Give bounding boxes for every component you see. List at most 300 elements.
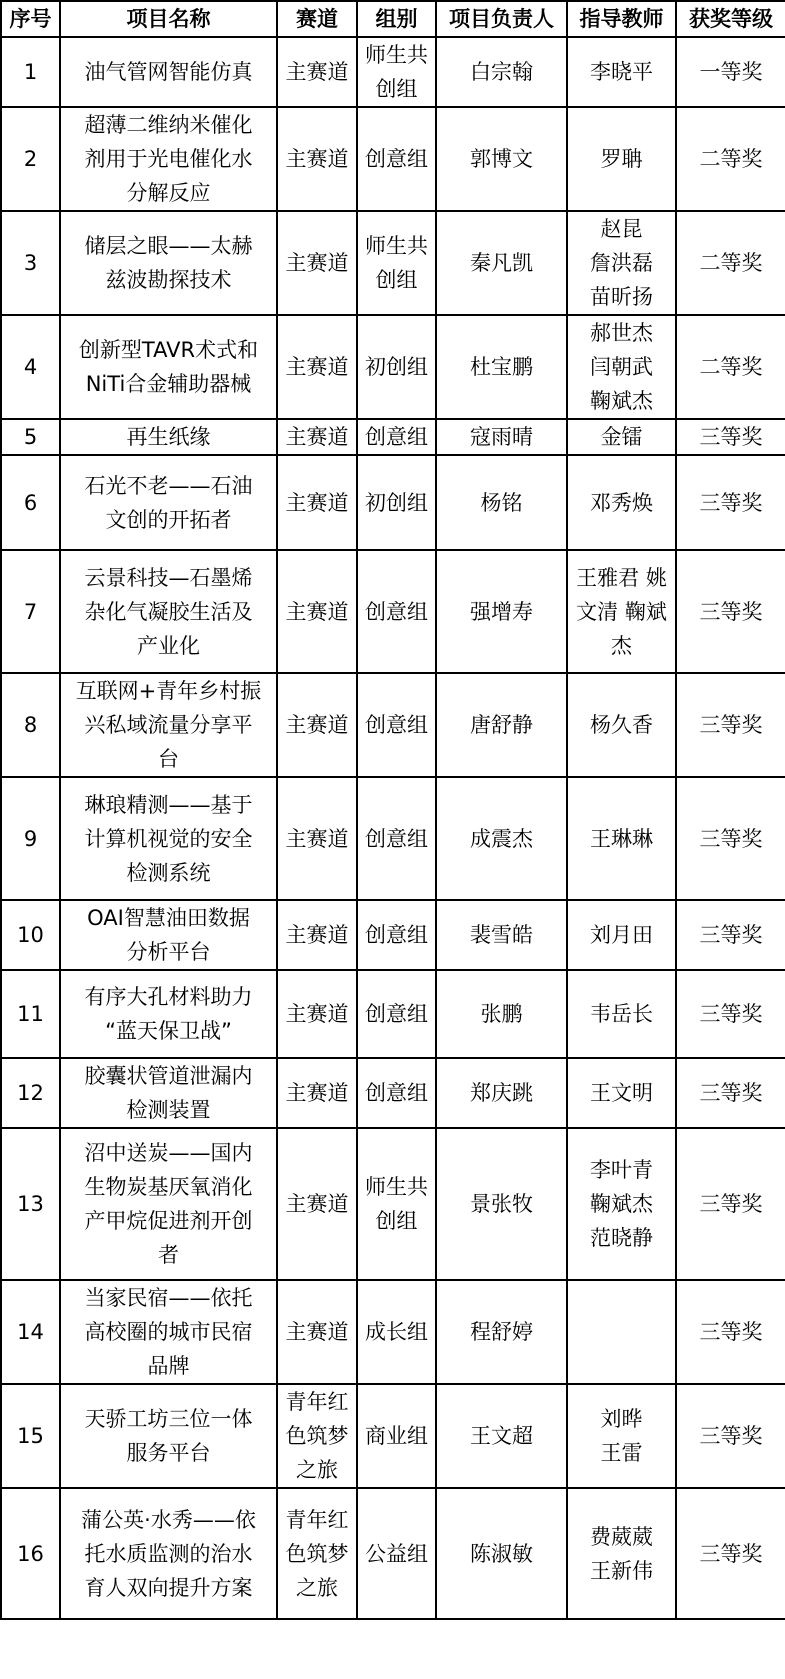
- cell-no: 13: [1, 1128, 60, 1280]
- cell-advisor-lines: [570, 1402, 673, 1470]
- cell-advisor-line: 邓秀焕: [590, 490, 653, 515]
- cell-track-lines: [280, 1076, 354, 1110]
- cell-track-line: 主赛道: [285, 1192, 349, 1216]
- cell-group: [357, 550, 436, 673]
- cell-leader: 程舒婷: [436, 1280, 567, 1384]
- cell-group-line: 师生共: [365, 43, 428, 67]
- cell-leader: 杨铭: [436, 455, 567, 550]
- cell-name-lines: [63, 420, 274, 454]
- cell-name-line: 兴私域流量分享平: [84, 713, 253, 737]
- cell-name-line: 者: [158, 1243, 179, 1267]
- cell-group-line: 师生共: [365, 1175, 428, 1199]
- cell-group: [357, 1280, 436, 1384]
- cell-advisor-lines: [570, 55, 673, 89]
- cell-advisor-line: 苗昕扬: [590, 285, 653, 309]
- cell-no: 1: [1, 37, 60, 107]
- cell-group-lines: [360, 1537, 433, 1571]
- cell-group: [357, 777, 436, 900]
- cell-advisor-line: 王文明: [590, 1081, 653, 1105]
- cell-advisor: [567, 673, 676, 777]
- cell-group-line: 商业组: [365, 1424, 428, 1448]
- cell-no: 7: [1, 550, 60, 673]
- cell-group-line: 创意组: [365, 1081, 428, 1105]
- cell-no: 10: [1, 900, 60, 970]
- cell-name-lines: [63, 1503, 274, 1605]
- header-cell-group: 组别: [357, 1, 436, 37]
- cell-name: [60, 900, 277, 970]
- cell-name-line: 育人双向提升方案: [84, 1575, 253, 1600]
- header-cell-no: 序号: [1, 1, 60, 37]
- cell-track-line: 主赛道: [285, 599, 349, 624]
- cell-group-line: 创意组: [365, 713, 428, 737]
- cell-advisor-lines: [570, 822, 673, 856]
- cell-track-line: 主赛道: [285, 147, 349, 171]
- header-cell-leader: 项目负责人: [436, 1, 567, 37]
- cell-group-lines: [360, 38, 433, 106]
- cell-group: [357, 900, 436, 970]
- cell-leader: 张鹏: [436, 970, 567, 1058]
- cell-name-lines: [63, 674, 274, 776]
- cell-no: 5: [1, 419, 60, 455]
- cell-award: 三等奖: [676, 900, 785, 970]
- cell-no: 6: [1, 455, 60, 550]
- cell-name-line: 服务平台: [126, 1441, 211, 1465]
- cell-track-lines: [280, 420, 354, 454]
- cell-award: 三等奖: [676, 1280, 785, 1384]
- cell-group: [357, 419, 436, 455]
- cell-advisor-lines: [570, 142, 673, 176]
- cell-group: [357, 315, 436, 419]
- cell-advisor: [567, 315, 676, 419]
- cell-advisor: [567, 550, 676, 673]
- cell-leader: 杜宝鹏: [436, 315, 567, 419]
- cell-advisor-line: 韦岳长: [590, 1002, 653, 1026]
- cell-name-line: 胶囊状管道泄漏内: [84, 1064, 253, 1088]
- cell-award: 一等奖: [676, 37, 785, 107]
- cell-track-lines: [280, 142, 354, 176]
- cell-name-line: 石光不老——石油: [84, 473, 253, 498]
- table-row: [1, 900, 785, 970]
- cell-group: [357, 1488, 436, 1619]
- cell-advisor-lines: [570, 486, 673, 520]
- cell-advisor-line: 费葳葳: [590, 1524, 653, 1549]
- header-cell-track: 赛道: [277, 1, 357, 37]
- cell-group-line: 初创组: [365, 490, 428, 515]
- cell-advisor: [567, 777, 676, 900]
- table-body: [1, 37, 785, 1619]
- cell-group-line: 创组: [375, 1209, 418, 1233]
- cell-group: [357, 1384, 436, 1488]
- cell-no: 2: [1, 107, 60, 211]
- cell-name-line: 超薄二维纳米催化: [84, 113, 253, 137]
- cell-track: [277, 1488, 357, 1619]
- cell-name-lines: [63, 108, 274, 210]
- cell-group-lines: [360, 229, 433, 297]
- cell-track-lines: [280, 1315, 354, 1349]
- cell-group-lines: [360, 708, 433, 742]
- cell-track: [277, 1384, 357, 1488]
- cell-name-line: 产甲烷促进剂开创: [84, 1209, 253, 1233]
- cell-group-line: 创意组: [365, 826, 428, 851]
- cell-advisor-lines: [570, 561, 673, 663]
- cell-name-line: 琳琅精测——基于: [84, 792, 253, 817]
- cell-name-line: 沼中送炭——国内: [84, 1141, 253, 1165]
- cell-advisor-line: 金镭: [600, 425, 643, 449]
- cell-advisor-lines: [570, 918, 673, 952]
- cell-name-line: 创新型TAVR术式和: [78, 338, 259, 362]
- cell-leader: 陈淑敏: [436, 1488, 567, 1619]
- header-cell-award: 获奖等级: [676, 1, 785, 37]
- cell-name-line: 有序大孔材料助力: [84, 985, 253, 1009]
- cell-group-line: 成长组: [365, 1320, 428, 1344]
- cell-advisor-lines: [570, 1153, 673, 1255]
- cell-group-lines: [360, 918, 433, 952]
- cell-leader: 强增寿: [436, 550, 567, 673]
- cell-group-line: 创意组: [365, 923, 428, 947]
- cell-advisor-line: 李晓平: [590, 60, 653, 84]
- cell-name-line: OAI智慧油田数据: [87, 906, 250, 930]
- cell-group: [357, 970, 436, 1058]
- cell-group-lines: [360, 420, 433, 454]
- table-row: [1, 107, 785, 211]
- cell-advisor-line: 王琳琳: [590, 826, 653, 851]
- cell-advisor-lines: [570, 420, 673, 454]
- cell-name: [60, 673, 277, 777]
- cell-name-lines: [63, 1136, 274, 1272]
- table-row: [1, 1128, 785, 1280]
- cell-group: [357, 673, 436, 777]
- cell-award: 三等奖: [676, 455, 785, 550]
- cell-track-line: 主赛道: [285, 60, 349, 84]
- cell-track: [277, 1128, 357, 1280]
- cell-advisor: [567, 455, 676, 550]
- cell-track: [277, 315, 357, 419]
- cell-leader: 唐舒静: [436, 673, 567, 777]
- cell-track-lines: [280, 246, 354, 280]
- cell-name: [60, 1384, 277, 1488]
- header-cell-name: 项目名称: [60, 1, 277, 37]
- cell-track-line: 主赛道: [285, 1002, 349, 1026]
- cell-track-lines: [280, 350, 354, 384]
- cell-award: 三等奖: [676, 1128, 785, 1280]
- cell-advisor-line: 鞠斌杰: [590, 1192, 653, 1216]
- cell-group-line: 创组: [375, 77, 418, 101]
- cell-advisor-line: 詹洪磊: [590, 251, 653, 275]
- cell-group-lines: [360, 822, 433, 856]
- cell-track: [277, 211, 357, 315]
- cell-name-lines: [63, 469, 274, 537]
- cell-name: [60, 550, 277, 673]
- cell-track: [277, 419, 357, 455]
- cell-track-line: 之旅: [296, 1458, 338, 1482]
- cell-advisor: [567, 1058, 676, 1128]
- cell-name-line: 分析平台: [126, 940, 211, 964]
- cell-name: [60, 455, 277, 550]
- cell-advisor: [567, 1128, 676, 1280]
- cell-name-line: 蒲公英·水秀——依: [81, 1507, 256, 1532]
- cell-track: [277, 550, 357, 673]
- cell-track-line: 主赛道: [285, 1320, 349, 1344]
- cell-track-lines: [280, 997, 354, 1031]
- cell-track-lines: [280, 918, 354, 952]
- cell-advisor-line: 鞠斌杰: [590, 389, 653, 413]
- cell-name-line: NiTi合金辅助器械: [85, 372, 252, 396]
- cell-leader: 郭博文: [436, 107, 567, 211]
- table-row: [1, 315, 785, 419]
- cell-track-lines: [280, 1503, 354, 1605]
- cell-award: 二等奖: [676, 211, 785, 315]
- cell-name-line: 互联网+青年乡村振: [75, 679, 262, 703]
- cell-track-lines: [280, 55, 354, 89]
- cell-group-line: 公益组: [365, 1541, 428, 1566]
- cell-name-line: 计算机视觉的安全: [84, 826, 253, 851]
- cell-name-line: 文创的开拓者: [105, 507, 232, 532]
- table-row: [1, 1058, 785, 1128]
- cell-name-line: 云景科技—石墨烯: [84, 565, 253, 590]
- cell-advisor: [567, 1384, 676, 1488]
- cell-track: [277, 777, 357, 900]
- cell-name: [60, 1488, 277, 1619]
- header-cell-advisor: 指导教师: [567, 1, 676, 37]
- cell-group: [357, 455, 436, 550]
- cell-name-line: 天骄工坊三位一体: [84, 1407, 253, 1431]
- cell-track-line: 主赛道: [285, 355, 349, 379]
- cell-advisor-line: 王新伟: [590, 1558, 653, 1583]
- cell-track-line: 主赛道: [285, 826, 349, 851]
- cell-award: 三等奖: [676, 777, 785, 900]
- cell-leader: 白宗翰: [436, 37, 567, 107]
- cell-group-lines: [360, 1076, 433, 1110]
- cell-track-line: 主赛道: [285, 713, 349, 737]
- cell-track: [277, 1280, 357, 1384]
- cell-advisor: [567, 211, 676, 315]
- cell-name-line: 兹波勘探技术: [105, 268, 232, 292]
- cell-name-line: 储层之眼——太赫: [84, 234, 253, 258]
- cell-track-lines: [280, 595, 354, 629]
- cell-name-line: 台: [158, 747, 179, 771]
- cell-advisor-lines: [570, 708, 673, 742]
- cell-advisor-line: 刘月田: [590, 923, 653, 947]
- table-row: [1, 455, 785, 550]
- cell-advisor-lines: [570, 1076, 673, 1110]
- cell-group-lines: [360, 142, 433, 176]
- cell-advisor-line: 王雷: [600, 1441, 643, 1465]
- header-row: [1, 1, 785, 37]
- cell-advisor: [567, 419, 676, 455]
- cell-group: [357, 37, 436, 107]
- cell-advisor: [567, 970, 676, 1058]
- cell-track-line: 主赛道: [285, 425, 349, 449]
- cell-group-lines: [360, 1170, 433, 1238]
- cell-advisor-line: 李叶青: [590, 1158, 653, 1182]
- cell-group: [357, 211, 436, 315]
- cell-name-line: 高校圈的城市民宿: [84, 1320, 253, 1344]
- cell-advisor-line: 杨久香: [590, 713, 653, 737]
- cell-name: [60, 419, 277, 455]
- table-row: [1, 1488, 785, 1619]
- cell-track-lines: [280, 822, 354, 856]
- cell-group-line: 创意组: [365, 1002, 428, 1026]
- cell-award: 三等奖: [676, 1488, 785, 1619]
- cell-name-lines: [63, 229, 274, 297]
- cell-group-line: 创组: [375, 268, 418, 292]
- cell-name-line: 当家民宿——依托: [84, 1286, 253, 1310]
- cell-name-line: 生物炭基厌氧消化: [84, 1175, 253, 1199]
- cell-leader: 王文超: [436, 1384, 567, 1488]
- cell-track: [277, 673, 357, 777]
- cell-group: [357, 107, 436, 211]
- cell-name: [60, 777, 277, 900]
- cell-name-line: 产业化: [137, 633, 200, 658]
- cell-track-line: 主赛道: [285, 490, 349, 515]
- cell-advisor-lines: [570, 997, 673, 1031]
- cell-name: [60, 1128, 277, 1280]
- cell-name-line: “蓝天保卫战”: [105, 1019, 232, 1043]
- cell-name-line: 剂用于光电催化水: [84, 147, 253, 171]
- cell-group-lines: [360, 997, 433, 1031]
- cell-leader: 寇雨晴: [436, 419, 567, 455]
- cell-leader: 裴雪皓: [436, 900, 567, 970]
- table-row: [1, 777, 785, 900]
- cell-name-lines: [63, 901, 274, 969]
- cell-track-lines: [280, 1187, 354, 1221]
- cell-name-line: 杂化气凝胶生活及: [84, 599, 253, 624]
- cell-award: 二等奖: [676, 315, 785, 419]
- cell-no: 9: [1, 777, 60, 900]
- cell-group-lines: [360, 595, 433, 629]
- cell-name-lines: [63, 561, 274, 663]
- cell-track-line: 之旅: [296, 1575, 338, 1600]
- cell-award: 二等奖: [676, 107, 785, 211]
- cell-group-lines: [360, 486, 433, 520]
- cell-advisor-line: 赵昆: [600, 217, 643, 241]
- cell-name-lines: [63, 55, 274, 89]
- cell-name-line: 分解反应: [126, 181, 211, 205]
- cell-award: 三等奖: [676, 970, 785, 1058]
- cell-advisor-lines: [570, 1520, 673, 1588]
- cell-name: [60, 1280, 277, 1384]
- cell-name-lines: [63, 1281, 274, 1383]
- cell-no: 8: [1, 673, 60, 777]
- cell-advisor-line: 郝世杰: [590, 321, 653, 345]
- cell-advisor-lines: [570, 316, 673, 418]
- cell-name-line: 品牌: [147, 1354, 190, 1378]
- cell-track-line: 主赛道: [285, 251, 349, 275]
- cell-track-lines: [280, 1385, 354, 1487]
- cell-track: [277, 37, 357, 107]
- cell-award: 三等奖: [676, 419, 785, 455]
- cell-track-lines: [280, 486, 354, 520]
- cell-track-line: 青年红: [285, 1390, 349, 1414]
- cell-leader: 秦凡凯: [436, 211, 567, 315]
- table-row: [1, 419, 785, 455]
- table-row: [1, 211, 785, 315]
- cell-group-line: 师生共: [365, 234, 428, 258]
- cell-name-lines: [63, 1402, 274, 1470]
- cell-name: [60, 211, 277, 315]
- cell-advisor-line: 罗聃: [600, 147, 643, 171]
- cell-advisor: [567, 900, 676, 970]
- cell-no: 12: [1, 1058, 60, 1128]
- cell-track-line: 色筑梦: [285, 1541, 349, 1566]
- cell-track-line: 青年红: [285, 1507, 349, 1532]
- cell-advisor: [567, 107, 676, 211]
- cell-group-lines: [360, 350, 433, 384]
- cell-name: [60, 37, 277, 107]
- cell-advisor: [567, 1280, 676, 1384]
- cell-track: [277, 455, 357, 550]
- table-row: [1, 673, 785, 777]
- table-row: [1, 1280, 785, 1384]
- cell-name-lines: [63, 333, 274, 401]
- cell-advisor-lines: [570, 212, 673, 314]
- cell-advisor-line: 王雅君 姚: [576, 565, 667, 590]
- cell-track-lines: [280, 708, 354, 742]
- cell-name-lines: [63, 1059, 274, 1127]
- cell-track-line: 主赛道: [285, 1081, 349, 1105]
- cell-no: 14: [1, 1280, 60, 1384]
- cell-group: [357, 1058, 436, 1128]
- cell-name-lines: [63, 788, 274, 890]
- cell-name: [60, 315, 277, 419]
- cell-no: 4: [1, 315, 60, 419]
- cell-group: [357, 1128, 436, 1280]
- table-row: [1, 550, 785, 673]
- cell-advisor-line: 范晓静: [590, 1226, 653, 1250]
- cell-award: 三等奖: [676, 1384, 785, 1488]
- cell-group-lines: [360, 1315, 433, 1349]
- cell-advisor-line: 闫朝武: [590, 355, 653, 379]
- table-row: [1, 37, 785, 107]
- cell-track-line: 色筑梦: [285, 1424, 349, 1448]
- cell-no: 11: [1, 970, 60, 1058]
- cell-group-line: 创意组: [365, 599, 428, 624]
- cell-name: [60, 107, 277, 211]
- cell-group-line: 创意组: [365, 425, 428, 449]
- cell-advisor: [567, 1488, 676, 1619]
- cell-no: 3: [1, 211, 60, 315]
- cell-name-line: 检测系统: [126, 860, 211, 885]
- cell-name-line: 油气管网智能仿真: [84, 60, 253, 84]
- cell-track: [277, 900, 357, 970]
- cell-leader: 景张牧: [436, 1128, 567, 1280]
- cell-award: 三等奖: [676, 1058, 785, 1128]
- cell-name-lines: [63, 980, 274, 1048]
- cell-track: [277, 970, 357, 1058]
- cell-no: 16: [1, 1488, 60, 1619]
- cell-track: [277, 1058, 357, 1128]
- table-row: [1, 1384, 785, 1488]
- cell-no: 15: [1, 1384, 60, 1488]
- cell-name: [60, 1058, 277, 1128]
- cell-advisor-line: 刘晔: [600, 1407, 643, 1431]
- cell-name-line: 再生纸缘: [126, 425, 211, 449]
- cell-name-line: 检测装置: [126, 1098, 211, 1122]
- cell-group-line: 创意组: [365, 147, 428, 171]
- cell-name: [60, 970, 277, 1058]
- cell-award: 三等奖: [676, 673, 785, 777]
- cell-advisor: [567, 37, 676, 107]
- table-row: [1, 970, 785, 1058]
- cell-group-line: 初创组: [365, 355, 428, 379]
- cell-group-lines: [360, 1419, 433, 1453]
- cell-advisor-line: 杰: [611, 633, 632, 658]
- cell-leader: 郑庆跳: [436, 1058, 567, 1128]
- cell-name-line: 托水质监测的治水: [84, 1541, 253, 1566]
- cell-leader: 成震杰: [436, 777, 567, 900]
- cell-award: 三等奖: [676, 550, 785, 673]
- cell-track-line: 主赛道: [285, 923, 349, 947]
